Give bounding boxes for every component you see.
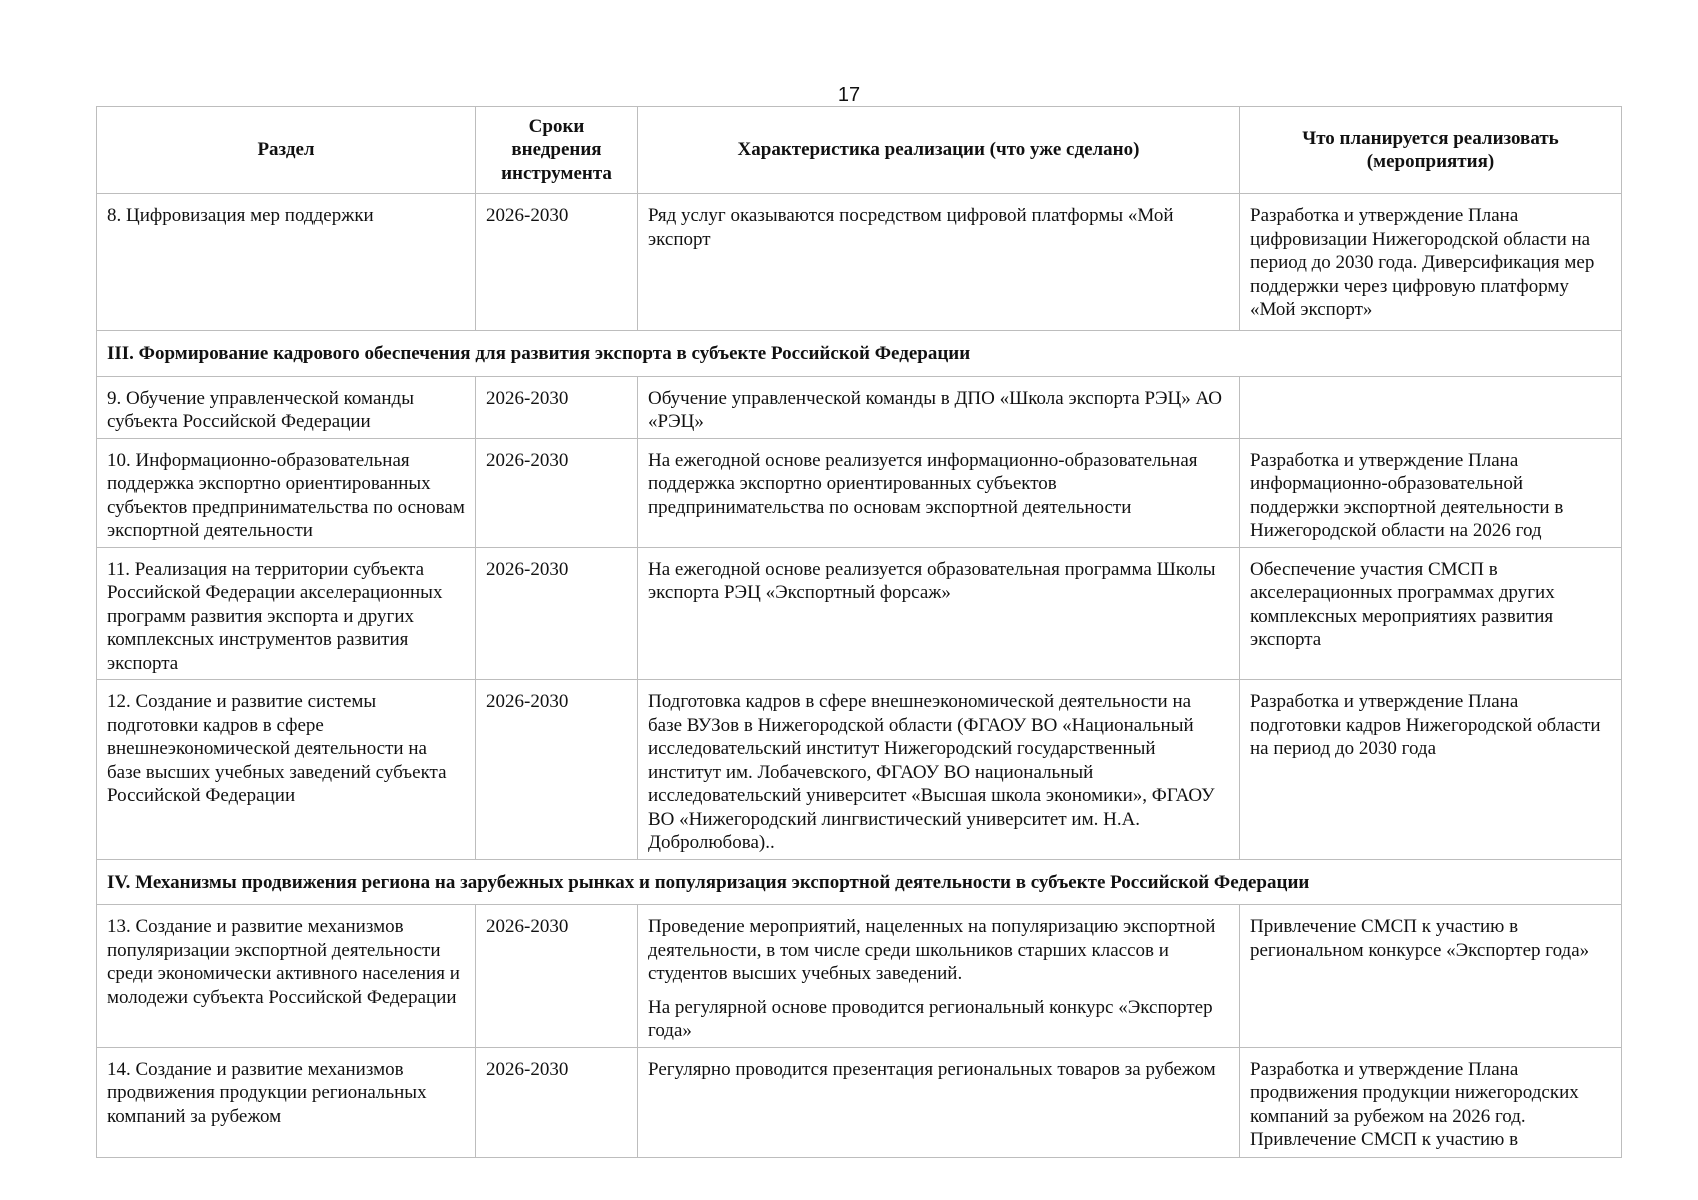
- row-timeline: 2026-2030: [476, 905, 638, 1048]
- section-heading-row: [97, 859, 1622, 905]
- row-done: [638, 547, 1240, 680]
- row-done: [638, 1047, 1240, 1157]
- row-planned: [1240, 376, 1622, 438]
- row-timeline: 2026-2030: [476, 376, 638, 438]
- row-done-text: На ежегодной основе реализуется информационно-образовательная поддержка экспортно ориентированных субъектов предпринимательства по основам экспортной деятельности: [648, 449, 1198, 518]
- row-done: [638, 680, 1240, 860]
- row-section: 8. Цифровизация мер поддержки: [97, 194, 476, 331]
- section-heading-row: [97, 331, 1622, 377]
- row-timeline: 2026-2030: [476, 1047, 638, 1157]
- row-planned: Разработка и утверждение Плана подготовки кадров Нижегородской области на период до 2030 года: [1240, 680, 1622, 860]
- row-done-text: Регулярно проводится презентация региональных товаров за рубежом: [648, 1058, 1216, 1080]
- export-plan-table: [96, 106, 1622, 1158]
- row-timeline: 2026-2030: [476, 547, 638, 680]
- row-planned: Привлечение СМСП к участию в региональном конкурсе «Экспортер года»: [1240, 905, 1622, 1048]
- header-planned: Что планируется реализовать (мероприятия): [1240, 107, 1622, 194]
- row-done: [638, 905, 1240, 1048]
- row-planned: [1240, 1047, 1622, 1157]
- row-done-text: Подготовка кадров в сфере внешнеэкономической деятельности на базе ВУЗов в Нижегородской области (ФГАОУ ВО «Национальный исследовательский институт Нижегородский государственный институт им. Лобачевского, ФГАОУ ВО национальный исследовательский университет «Высшая школа экономики», ФГАОУ ВО «Нижегородский лингвистический университет им. Н.А. Добролюбова)..: [648, 691, 1215, 853]
- row-done-text: Обучение управленческой команды в ДПО «Школа экспорта РЭЦ» АО «РЭЦ»: [648, 387, 1223, 432]
- row-section: 12. Создание и развитие системы подготовки кадров в сфере внешнеэкономической деятельности на базе высших учебных заведений субъекта Российской Федерации: [97, 680, 476, 860]
- table-row: [97, 547, 1622, 680]
- table-header-row: [97, 107, 1622, 194]
- row-planned-text: Разработка и утверждение Плана продвижения продукции нижегородских компаний за рубежом на 2026 год. Привлечение СМСП к участию в: [1250, 1058, 1579, 1150]
- table-row: [97, 376, 1622, 438]
- table-row: [97, 438, 1622, 547]
- section-heading-3: III. Формирование кадрового обеспечения для развития экспорта в субъекте Российской Федерации: [97, 331, 1622, 377]
- row-timeline: 2026-2030: [476, 194, 638, 331]
- row-done-text: На ежегодной основе реализуется образовательная программа Школы экспорта РЭЦ «Экспортный форсаж»: [648, 558, 1216, 603]
- row-section: 10. Информационно-образовательная поддержка экспортно ориентированных субъектов предпринимательства по основам экспортной деятельности: [97, 438, 476, 547]
- row-section: 14. Создание и развитие механизмов продвижения продукции региональных компаний за рубежом: [97, 1047, 476, 1157]
- table-row: [97, 194, 1622, 331]
- row-planned: Разработка и утверждение Плана цифровизации Нижегородской области на период до 2030 года. Диверсификация мер поддержки через цифровую платформу «Мой экспорт»: [1240, 194, 1622, 331]
- section-heading-4: IV. Механизмы продвижения региона на зарубежных рынках и популяризация экспортной деятельности в субъекте Российской Федерации: [97, 859, 1622, 905]
- row-section: 11. Реализация на территории субъекта Российской Федерации акселерационных программ развития экспорта и других комплексных инструментов развития экспорта: [97, 547, 476, 680]
- row-planned: Обеспечение участия СМСП в акселерационных программах других комплексных мероприятиях развития экспорта: [1240, 547, 1622, 680]
- row-timeline: 2026-2030: [476, 680, 638, 860]
- row-section: 9. Обучение управленческой команды субъекта Российской Федерации: [97, 376, 476, 438]
- header-done: Характеристика реализации (что уже сделано): [638, 107, 1240, 194]
- table-row: [97, 905, 1622, 1048]
- row-done-text: Ряд услуг оказываются посредством цифровой платформы «Мой экспорт: [648, 205, 1174, 250]
- row-planned: Разработка и утверждение Плана информационно-образовательной поддержки экспортной деятельности в Нижегородской области на 2026 год: [1240, 438, 1622, 547]
- table-row: [97, 680, 1622, 860]
- row-timeline: 2026-2030: [476, 438, 638, 547]
- header-section: Раздел: [97, 107, 476, 194]
- row-section: 13. Создание и развитие механизмов популяризации экспортной деятельности среди экономически активного населения и молодежи субъекта Российской Федерации: [97, 905, 476, 1048]
- header-timeline: Сроки внедрения инструмента: [476, 107, 638, 194]
- page-number: 17: [837, 84, 861, 106]
- row-done: [638, 376, 1240, 438]
- row-done: [638, 438, 1240, 547]
- row-done-text: На регулярной основе проводится региональный конкурс «Экспортер года»: [648, 996, 1213, 1041]
- row-done-text: Проведение мероприятий, нацеленных на популяризацию экспортной деятельности, в том числе среди школьников старших классов и студентов высших учебных заведений.: [648, 916, 1216, 984]
- table-row: [97, 1047, 1622, 1157]
- row-done: [638, 194, 1240, 331]
